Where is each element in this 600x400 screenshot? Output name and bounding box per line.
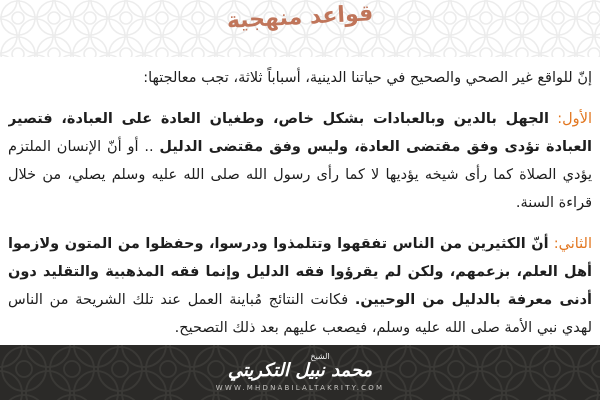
body-paragraph	[8, 230, 592, 342]
text-segment: الثاني:	[548, 236, 592, 252]
header-band	[0, 0, 600, 57]
paragraphs-container	[8, 105, 592, 345]
signature-calligraphy: محمد نبيل التكريتي	[227, 360, 373, 381]
website-url: WWW.MHDNABILALTAKRITY.COM	[215, 384, 385, 392]
footer-band	[0, 345, 600, 400]
text-segment: الجهل بالدين وبالعبادات بشكل خاص، وطغيان العادة على العبادة، فتصير العبادة تؤدى وفق مقتضى العادة، وليس وفق مقتضى الدليل	[8, 111, 592, 155]
text-segment: أنّ الكثيرين من الناس تفقهوا وتتلمذوا ودرسوا، وحفظوا من المتون ولازموا أهل العلم، بزعمهم، ولكن لم يقرؤوا فقه الدليل وإنما فقه المذهبية والتقليد دون أدنى معرفة بالدليل من الوحيين.	[8, 236, 592, 308]
body-paragraph	[8, 105, 592, 217]
page-title-calligraphy: قواعد منهجية	[226, 1, 374, 34]
footer-content	[0, 345, 600, 400]
intro-line: إنّ للواقع غير الصحي والصحيح في حياتنا الدينية، أسباباً ثلاثة، تجب معالجتها:	[143, 70, 592, 86]
text-segment: .. أو أنّ الإنسان الملتزم يؤدي الصلاة كما رأى شيخه يؤديها لا كما رأى رسول الله صلى الله عليه وسلم يصلي، من خلال قراءة السنة.	[8, 139, 592, 211]
text-segment: فكانت النتائج مُباينة العمل عند تلك الشريحة من الناس لهدي نبي الأمة صلى الله عليه وسلم، فيصعب عليهم بعد ذلك التصحيح.	[8, 292, 592, 336]
honorific-label: الشيخ	[310, 352, 330, 361]
text-segment: الأول:	[548, 111, 592, 127]
body-section	[8, 57, 592, 345]
